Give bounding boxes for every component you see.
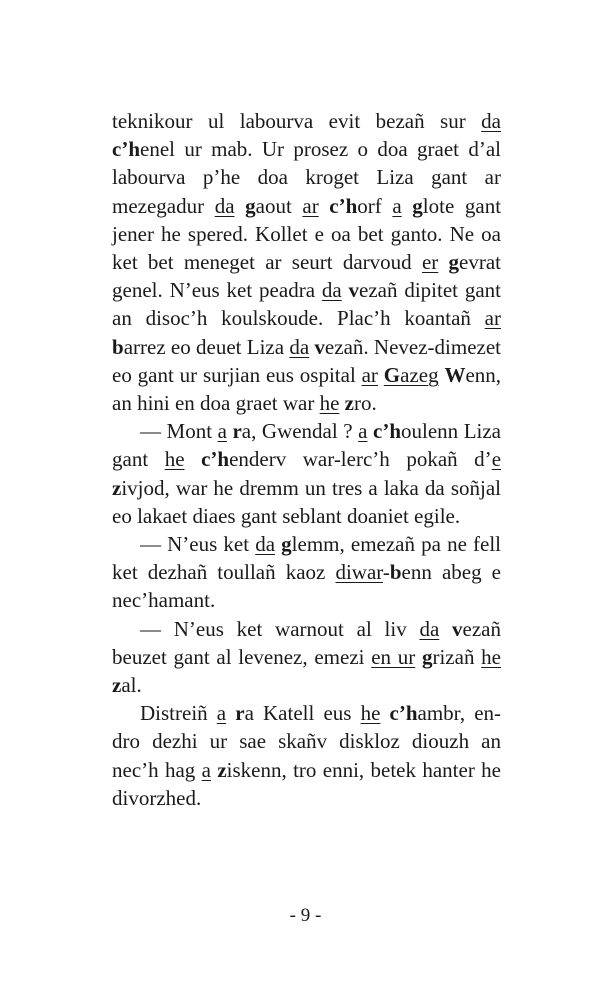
bold-letter: r — [232, 419, 242, 444]
underlined-word: en ur — [371, 644, 416, 669]
text-run: oulenn Liza gant — [112, 419, 501, 472]
underlined-word: a — [358, 419, 368, 444]
underlined-word: da — [289, 334, 310, 359]
text-run: enel ur mab. Ur prosez o doa graet d’al labourva p’he doa kroget Liza gant ar mezegadur — [112, 137, 501, 218]
bold-letter: z — [344, 391, 354, 416]
text-run — [226, 701, 235, 725]
bold-letter: v — [348, 278, 360, 303]
text-run — [415, 645, 422, 669]
underlined-word: a — [392, 193, 402, 218]
bold-letter: c’h — [373, 419, 401, 444]
bold-letter: W — [444, 362, 466, 387]
underlined-word: G — [383, 362, 401, 387]
text-run: a Katell eus — [244, 701, 361, 726]
text-run: aout — [255, 193, 303, 218]
text-run: — N’eus ket — [140, 532, 256, 557]
text-run: evrat genel. N’eus ket peadra — [112, 250, 502, 303]
bold-letter: g — [421, 644, 433, 669]
underlined-word: da — [255, 532, 276, 557]
bold-letter: g — [281, 532, 292, 557]
text-run: lote gant jener he spered. Kollet e oa bet ganto. Ne oa ket bet meneget ar seurt darvoud — [112, 193, 502, 275]
bold-letter: c’h — [112, 137, 140, 162]
text-run: ezañ beuzet gant al levenez, emezi — [112, 616, 501, 669]
underlined-word: a — [216, 701, 227, 726]
underlined-word: er — [421, 250, 439, 275]
text-run — [342, 278, 349, 302]
underlined-word: azeg — [400, 362, 439, 387]
text-run: enderv war-lerc’h pokañ d’ — [229, 447, 492, 472]
paragraph-1 — [112, 107, 501, 417]
underlined-word: a — [217, 419, 227, 444]
text-run: ro. — [354, 391, 377, 416]
bold-letter: c’h — [201, 447, 230, 472]
text-run — [438, 250, 448, 274]
text-run: enn abeg e nec’hamant. — [112, 560, 501, 613]
text-run: Distreiñ — [140, 701, 217, 726]
text-run: - — [382, 560, 390, 585]
paragraph-2 — [112, 417, 501, 530]
text-run: al. — [121, 673, 142, 698]
underlined-word: e — [491, 447, 502, 472]
underlined-word: he — [481, 644, 501, 669]
underlined-word: da — [321, 278, 342, 303]
text-run: orf — [357, 193, 393, 218]
bold-letter: z — [112, 673, 122, 698]
text-run: — N’eus ket warnout al liv — [140, 616, 420, 641]
underlined-word: a — [201, 757, 211, 782]
underlined-word: da — [419, 616, 440, 641]
text-run: iskenn, tro enni, betek hanter he divorzhed. — [112, 757, 501, 810]
underlined-word: he — [360, 701, 381, 726]
bold-letter: z — [112, 475, 122, 500]
text-run — [402, 194, 413, 218]
bold-letter: r — [235, 701, 245, 726]
page-text — [112, 107, 501, 812]
underlined-word: diwar — [335, 560, 383, 585]
paragraph-4 — [112, 615, 501, 700]
page-number: - 9 - — [289, 905, 322, 926]
bold-letter: b — [112, 334, 124, 359]
paragraph-5 — [112, 699, 501, 812]
bold-letter: b — [389, 560, 402, 585]
text-run: ezañ dipitet gant an disoc’h koulskoude. Plac’h koantañ — [112, 278, 501, 331]
text-run: enn, an hini en doa graet war — [112, 362, 502, 416]
bold-letter: g — [245, 193, 256, 218]
text-run: ezañ. Nevez-dimezet eo gant ur surjian eus ospital — [112, 334, 501, 387]
bold-letter: c’h — [389, 701, 418, 726]
text-run: arrez eo deuet Liza — [123, 334, 290, 359]
text-run: a, Gwendal ? — [241, 419, 359, 444]
text-run — [439, 617, 452, 641]
text-run — [185, 447, 202, 471]
underlined-word: da — [481, 109, 501, 133]
underlined-word: he — [319, 391, 340, 416]
text-run: lemm, emezañ pa ne fell ket dezhañ toullañ kaoz — [112, 532, 502, 585]
underlined-word: ar — [484, 306, 501, 331]
underlined-word: ar — [302, 193, 319, 218]
underlined-word: ar — [361, 362, 378, 387]
bold-letter: g — [412, 193, 423, 218]
underlined-word: da — [214, 193, 235, 218]
text-run — [235, 194, 246, 218]
text-run: — Mont — [140, 419, 218, 444]
underlined-word: he — [164, 447, 185, 472]
bold-letter: v — [452, 616, 463, 641]
bold-letter: z — [217, 757, 227, 782]
text-run: rizañ — [432, 644, 482, 669]
text-run: teknikour ul labourva evit bezañ sur — [112, 109, 482, 133]
text-run — [319, 194, 330, 218]
text-run: ivjod, war he dremm un tres a laka da soñjal eo lakaet diaes gant seblant doaniet egile. — [112, 475, 501, 528]
bold-letter: v — [314, 334, 325, 359]
bold-letter: c’h — [329, 193, 358, 218]
bold-letter: g — [448, 250, 460, 275]
text-run — [380, 701, 389, 725]
text-run: ambr, en-dro dezhi ur sae skañv diskloz diouzh an nec’h hag — [112, 701, 502, 782]
paragraph-3 — [112, 530, 501, 615]
